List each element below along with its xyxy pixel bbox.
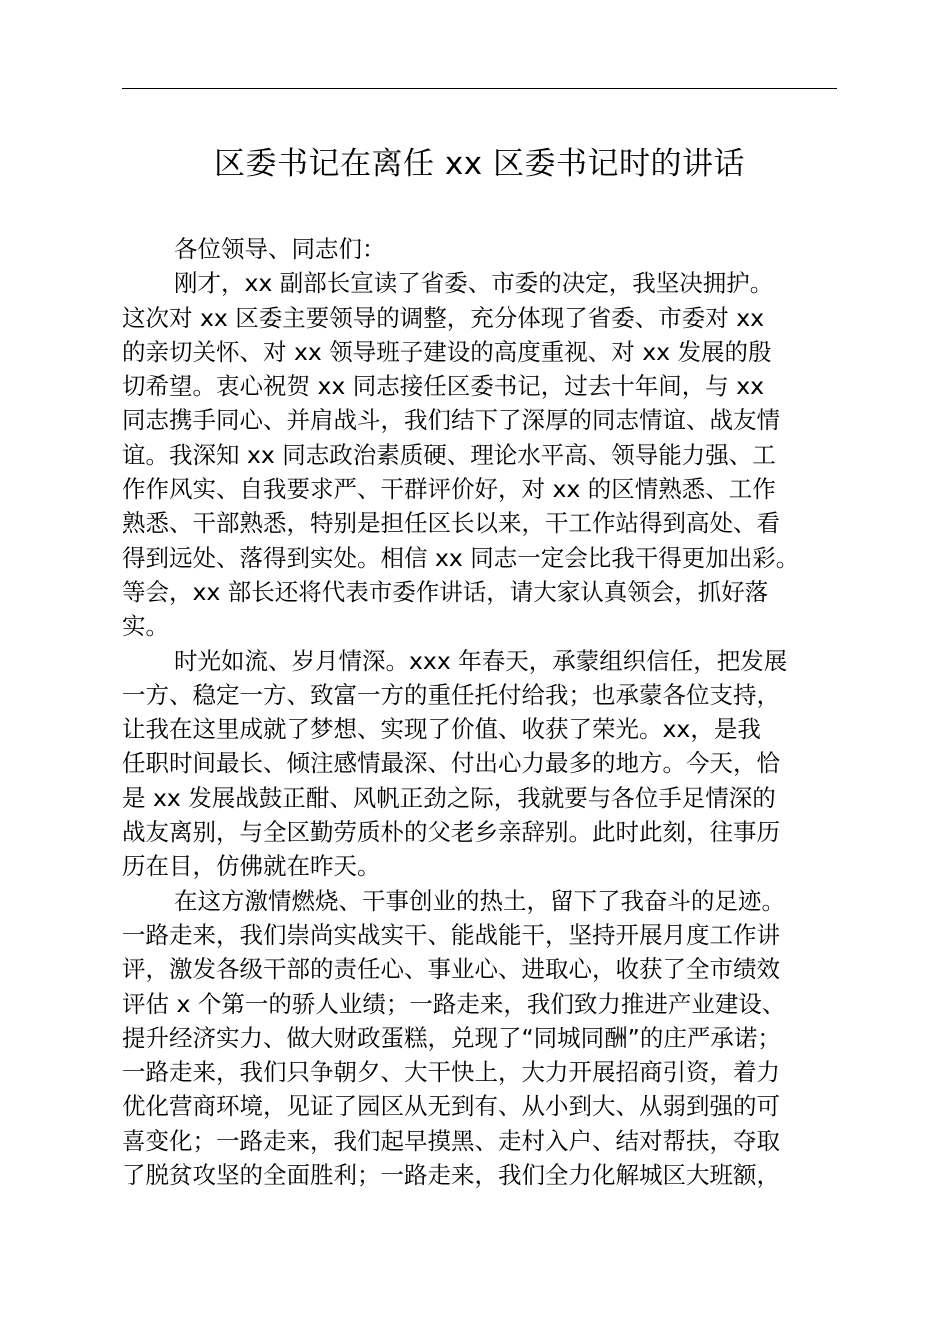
paragraph-line: 评估 x 个第一的骄人业绩；一路走来，我们致力推进产业建设、 bbox=[122, 989, 786, 1018]
paragraph-line: 熟悉、干部熟悉，特别是担任区长以来，干工作站得到高处、看 bbox=[122, 509, 780, 538]
paragraph-2 bbox=[122, 644, 852, 884]
paragraph-line: 实。 bbox=[122, 612, 169, 641]
paragraph-line: 一方、稳定一方、致富一方的重任托付给我；也承蒙各位支持， bbox=[122, 680, 780, 709]
paragraph-line: 在这方激情燃烧、干事创业的热土，留下了我奋斗的足迹。 bbox=[174, 886, 785, 915]
paragraph-line: 历在目，仿佛就在昨天。 bbox=[122, 852, 381, 881]
paragraph-line: 这次对 xx 区委主要领导的调整，充分体现了省委、市委对 xx bbox=[122, 303, 765, 332]
paragraph-line: 等会，xx 部长还将代表市委作讲话，请大家认真领会，抓好落 bbox=[122, 577, 769, 606]
paragraph-line: 时光如流、岁月情深。xxx 年春天，承蒙组织信任，把发展 bbox=[174, 646, 788, 675]
paragraph-line: 让我在这里成就了梦想、实现了价值、收获了荣光。xx，是我 bbox=[122, 715, 761, 744]
paragraph-line: 一路走来，我们只争朝夕、大干快上，大力开展招商引资，着力 bbox=[122, 1058, 780, 1087]
document-body bbox=[122, 232, 852, 1192]
paragraph-line: 刚才，xx 副部长宣读了省委、市委的决定，我坚决拥护。 bbox=[174, 269, 774, 298]
paragraph-line: 得到远处、落得到实处。相信 xx 同志一定会比我干得更加出彩。 bbox=[122, 543, 800, 572]
paragraph-line: 谊。我深知 xx 同志政治素质硬、理论水平高、领导能力强、工 bbox=[122, 440, 776, 469]
paragraph-line: 优化营商环境，见证了园区从无到有、从小到大、从弱到强的可 bbox=[122, 1092, 780, 1121]
paragraph-line: 切希望。衷心祝贺 xx 同志接任区委书记，过去十年间，与 xx bbox=[122, 372, 765, 401]
paragraph-line: 战友离别，与全区勤劳质朴的父老乡亲辞别。此时此刻，往事历 bbox=[122, 818, 780, 847]
paragraph-line: 评，激发各级干部的责任心、事业心、进取心，收获了全市绩效 bbox=[122, 955, 780, 984]
paragraph-3 bbox=[122, 884, 852, 1193]
salutation: 各位领导、同志们： bbox=[174, 235, 386, 263]
paragraph-line: 提升经济实力、做大财政蛋糕，兑现了“同城同酬”的庄严承诺； bbox=[122, 1023, 781, 1052]
paragraph-line: 作作风实、自我要求严、干群评价好，对 xx 的区情熟悉、工作 bbox=[122, 475, 776, 504]
paragraph-line: 了脱贫攻坚的全面胜利；一路走来，我们全力化解城区大班额， bbox=[122, 1161, 780, 1190]
header-rule bbox=[122, 88, 837, 89]
paragraph-line: 任职时间最长、倾注感情最深、付出心力最多的地方。今天，恰 bbox=[122, 749, 780, 778]
paragraph-line: 一路走来，我们崇尚实战实干、能战能干，坚持开展月度工作讲 bbox=[122, 920, 780, 949]
paragraph-1 bbox=[122, 266, 852, 643]
salutation-paragraph bbox=[122, 232, 852, 266]
paragraph-line: 是 xx 发展战鼓正酣、风帆正劲之际，我就要与各位手足情深的 bbox=[122, 783, 776, 812]
paragraph-line: 喜变化；一路走来，我们起早摸黑、走村入户、结对帮扶，夺取 bbox=[122, 1126, 780, 1155]
paragraph-line: 的亲切关怀、对 xx 领导班子建设的高度重视、对 xx 发展的殷 bbox=[122, 337, 772, 366]
paragraph-line: 同志携手同心、并肩战斗，我们结下了深厚的同志情谊、战友情 bbox=[122, 406, 780, 435]
document-title: 区委书记在离任 xx 区委书记时的讲话 bbox=[214, 146, 745, 182]
